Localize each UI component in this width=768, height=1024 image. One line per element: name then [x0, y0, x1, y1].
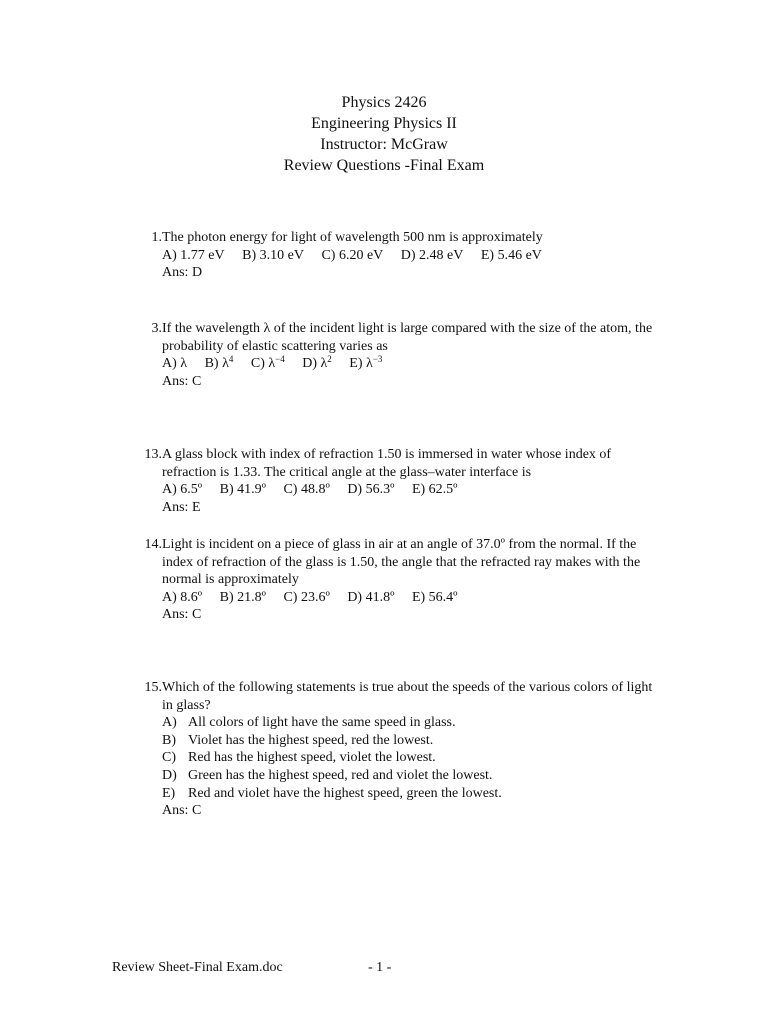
option-text: Green has the highest speed, red and violet the lowest.	[188, 767, 493, 783]
option-letter: E)	[162, 785, 176, 801]
course-title: Engineering Physics II	[311, 115, 457, 132]
footer-filename: Review Sheet-Final Exam.doc	[112, 960, 283, 975]
option-a-text: A) λ	[162, 356, 188, 372]
option-c-exponent: −4	[275, 354, 285, 365]
question-number: 15.	[144, 680, 162, 695]
question-number: 3.	[151, 321, 162, 336]
document-title: Review Questions -Final Exam	[283, 157, 485, 174]
option-d-exponent: 2	[327, 354, 332, 365]
question-text-line-1: Which of the following statements is true about the speeds of the various colors of light	[162, 680, 653, 695]
answer-options	[162, 481, 696, 499]
option-b	[162, 732, 696, 750]
answer-options	[162, 714, 696, 802]
option-text: Red has the highest speed, violet the lowest.	[188, 750, 436, 766]
option-e	[162, 785, 696, 803]
option-c: C) 48.8º	[283, 482, 330, 498]
option-e-text: E) λ	[349, 356, 373, 372]
option-a	[162, 355, 187, 373]
question-text-line-2: probability of elastic scattering varies as	[162, 338, 388, 354]
option-a: A) 8.6º	[162, 589, 203, 605]
option-b: B) 3.10 eV	[242, 247, 304, 263]
question-text-line-2: index of refraction of the glass is 1.50, the angle that the refracted ray makes with the	[162, 554, 641, 570]
option-d: D) 56.3º	[347, 482, 395, 498]
question-14	[136, 536, 696, 624]
option-c: C) 23.6º	[283, 589, 330, 605]
question-text-line-1: A glass block with index of refraction 1.50 is immersed in water whose index of	[162, 447, 612, 462]
answer-options	[162, 589, 696, 607]
option-a: A) 6.5º	[162, 482, 203, 498]
option-c	[251, 355, 285, 373]
option-letter: C)	[162, 750, 176, 766]
option-letter: B)	[162, 732, 176, 748]
option-e: E) 62.5º	[411, 482, 458, 498]
option-e-exponent: −3	[372, 354, 383, 365]
question-15	[136, 679, 696, 820]
answer-key: Ans: D	[162, 265, 203, 281]
course-number: Physics 2426	[341, 94, 427, 111]
question-number: 14.	[144, 537, 162, 552]
question-text-line-2: in glass?	[162, 697, 211, 713]
option-b: B) 41.9º	[219, 482, 266, 498]
option-text: Violet has the highest speed, red the lowest.	[188, 732, 434, 748]
option-d: D) 2.48 eV	[400, 247, 464, 263]
answer-key: Ans: C	[162, 373, 202, 389]
option-a	[162, 714, 696, 732]
instructor-line: Instructor: McGraw	[320, 136, 448, 153]
question-text: The photon energy for light of wavelength 500 nm is approximately	[162, 230, 543, 245]
option-c	[162, 749, 696, 767]
option-d: D) 41.8º	[347, 589, 395, 605]
option-d	[302, 355, 332, 373]
question-text-line-1: If the wavelength λ of the incident light is large compared with the size of the atom, the	[162, 321, 653, 336]
option-d-text: D) λ	[302, 356, 328, 372]
option-b: B) 21.8º	[219, 589, 266, 605]
option-letter: D)	[162, 767, 177, 783]
question-text-line-2: refraction is 1.33. The critical angle at the glass–water interface is	[162, 464, 532, 480]
option-c-text: C) λ	[250, 356, 276, 372]
question-3	[136, 320, 696, 390]
option-b-exponent: 4	[228, 354, 234, 365]
option-b-text: B) λ	[204, 356, 229, 372]
option-letter: A)	[162, 715, 177, 731]
option-e: E) 5.46 eV	[480, 247, 542, 263]
answer-options	[162, 355, 696, 373]
option-a: A) 1.77 eV	[162, 247, 225, 263]
option-c: C) 6.20 eV	[321, 247, 384, 263]
question-13	[136, 446, 696, 516]
question-number: 1.	[151, 230, 162, 245]
question-1	[136, 229, 696, 282]
question-number: 13.	[144, 447, 162, 462]
option-e	[349, 355, 382, 373]
option-text: All colors of light have the same speed in glass.	[188, 715, 456, 731]
answer-key: Ans: E	[162, 499, 201, 515]
document-header	[0, 92, 768, 176]
answer-key: Ans: C	[162, 607, 202, 623]
question-text-line-3: normal is approximately	[162, 572, 299, 588]
option-d	[162, 767, 696, 785]
option-e: E) 56.4º	[411, 589, 458, 605]
page-number: - 1 -	[368, 960, 392, 975]
answer-key: Ans: C	[162, 803, 202, 819]
option-b	[205, 355, 234, 373]
question-text-line-1: Light is incident on a piece of glass in air at an angle of 37.0º from the normal. If the	[162, 537, 637, 552]
option-text: Red and violet have the highest speed, green the lowest.	[188, 785, 502, 801]
answer-options	[162, 247, 696, 265]
